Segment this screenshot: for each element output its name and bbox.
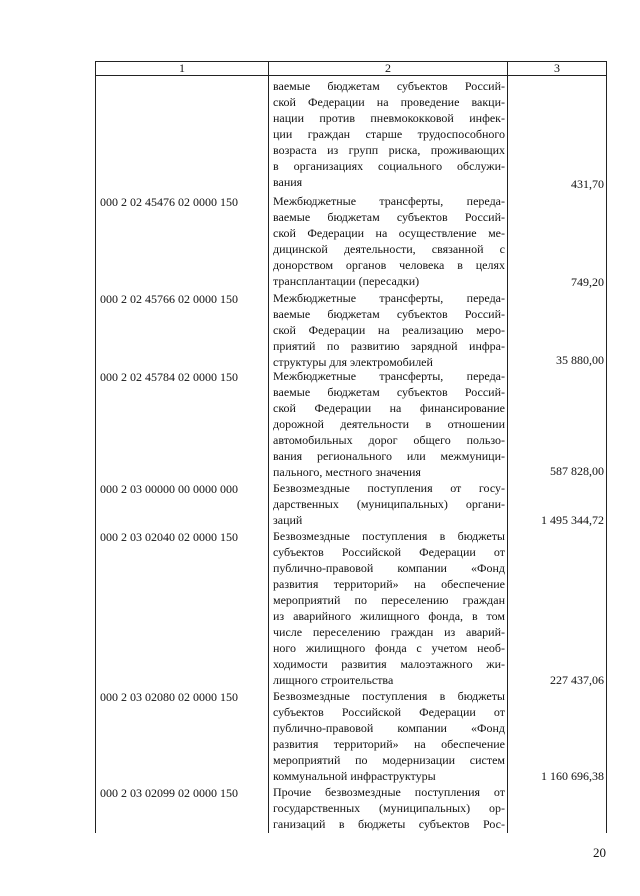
table-row-description: Межбюджетные трансферты, переда- ваемые бюджетам субъектов Россий- ской Федерации на финансирование дорожной деятельности в отношении автомобильных дорог общего пользо- вания регионального или межмуници- пального, местного значения [273, 369, 505, 479]
table-row-description: Межбюджетные трансферты, переда- ваемые бюджетам субъектов Россий- ской Федерации на реализацию меро- приятий по развитию зарядной инфра- структуры для электромобилей [273, 291, 505, 369]
table-row-description: Прочие безвозмездные поступления от государственных (муниципальных) ор- ганизаций в бюджеты субъектов Рос- [273, 785, 505, 831]
left-border [95, 61, 96, 833]
table-row-description: Межбюджетные трансферты, переда- ваемые бюджетам субъектов Россий- ской Федерации на осуществление ме- дицинской деятельности, связанной с донорством органов человека в целях трансплантации (пересадки) [273, 194, 505, 288]
table-row-amount: 1 160 696,38 [541, 769, 604, 783]
header-col-2: 2 [385, 61, 391, 75]
table-row-description: Безвозмездные поступления от госу- дарственных (муниципальных) органи- заций [273, 481, 505, 527]
right-border [606, 61, 607, 833]
header-col-3: 3 [554, 61, 560, 75]
table-row-code: 000 2 03 02080 02 0000 150 [100, 690, 238, 704]
table-row-amount: 1 495 344,72 [541, 513, 604, 527]
table-row-code: 000 2 02 45766 02 0000 150 [100, 292, 238, 306]
header-bottom-border [95, 75, 607, 76]
column-divider-2 [507, 61, 508, 833]
table-row-description: Безвозмездные поступления в бюджеты субъектов Российской Федерации от публично-правовой компании «Фонд развития территорий» на обеспечение мероприятий по модернизации систем коммунальной инфраструктуры [273, 689, 505, 783]
table-row-amount: 749,20 [571, 275, 604, 289]
table-row-code: 000 2 03 00000 00 0000 000 [100, 482, 238, 496]
table-row-amount: 227 437,06 [550, 673, 604, 687]
table-row-description: Безвозмездные поступления в бюджеты субъектов Российской Федерации от публично-правовой компании «Фонд развития территорий» на обеспечение мероприятий по переселению граждан из аварийного жилищного фонда, в том числе переселению граждан из аварий- ного жилищного фонда с учетом необ- ходимости развития малоэтажного жи- лищного строительства [273, 529, 505, 687]
page-number: 20 [593, 845, 606, 860]
table-row-amount: 587 828,00 [550, 464, 604, 478]
table-row-amount: 35 880,00 [556, 353, 604, 367]
column-divider-1 [268, 61, 269, 833]
header-col-1: 1 [179, 61, 185, 75]
table-row-code: 000 2 03 02040 02 0000 150 [100, 530, 238, 544]
table-row-code: 000 2 03 02099 02 0000 150 [100, 786, 238, 800]
table-row-amount: 431,70 [571, 177, 604, 191]
table-row-description: ваемые бюджетам субъектов Россий- ской Федерации на проведение вакци- нации против пневмококковой инфек- ции граждан старше трудоспособного возраста из групп риска, проживающих в организациях социального обслужи- вания [273, 79, 505, 189]
table-row-code: 000 2 02 45784 02 0000 150 [100, 370, 238, 384]
table-row-code: 000 2 02 45476 02 0000 150 [100, 195, 238, 209]
